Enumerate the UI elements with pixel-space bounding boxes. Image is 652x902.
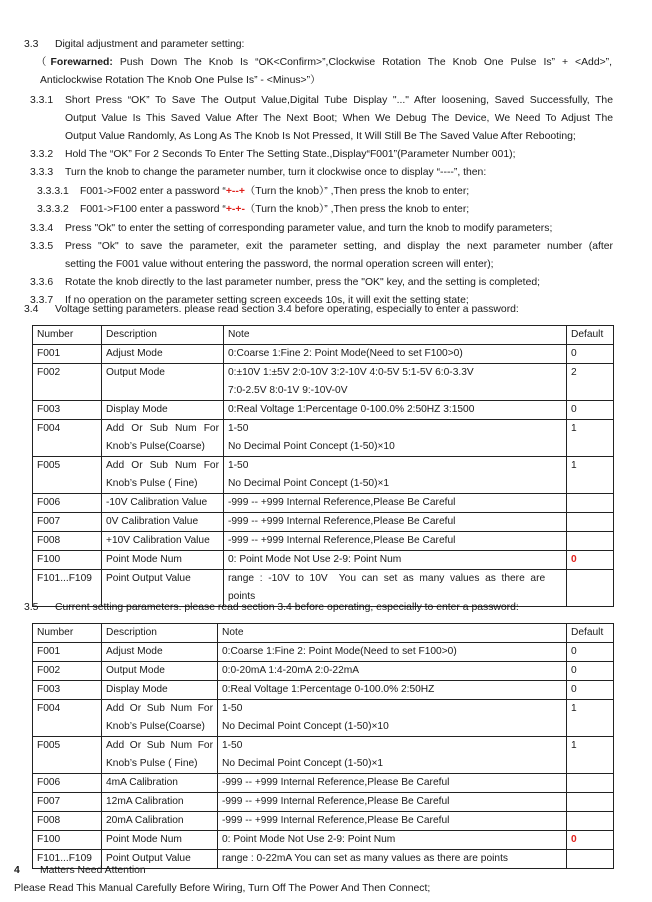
header-note: Note bbox=[218, 624, 567, 643]
item-text: Press "Ok" to enter the setting of corresponding parameter value, and turn the knob to modify parameters; bbox=[65, 223, 553, 234]
cell-description: Output Mode bbox=[102, 364, 224, 401]
cell-default: 1 bbox=[567, 700, 614, 737]
table-row bbox=[33, 681, 614, 700]
item-3-3-3-2 bbox=[37, 201, 469, 219]
note-line-1: 1-50 bbox=[228, 460, 249, 471]
cell-number: F003 bbox=[33, 401, 102, 420]
cell-note: 0:Real Voltage 1:Percentage 0-100.0% 2:50HZ 3:1500 bbox=[224, 401, 567, 420]
cell-description: Point Output Value bbox=[102, 850, 218, 869]
cell-description: Adjust Mode bbox=[102, 643, 218, 662]
cell-description: Point Output Value bbox=[102, 570, 224, 607]
table-row bbox=[33, 812, 614, 831]
section-title: Current setting parameters. please read section 3.4 before operating, especially to enter a password: bbox=[55, 602, 519, 613]
note-line-1: range : -10V to 10V You can set as many values as there are bbox=[228, 573, 546, 584]
cell-number: F006 bbox=[33, 494, 102, 513]
cell-number: F002 bbox=[33, 662, 102, 681]
section-title: Voltage setting parameters. please read section 3.4 before operating, especially to enter a password: bbox=[55, 304, 519, 315]
cell-note: -999 -- +999 Internal Reference,Please Be Careful bbox=[224, 494, 567, 513]
item-number: 3.3.4 bbox=[30, 223, 54, 234]
cell-note: -999 -- +999 Internal Reference,Please Be Careful bbox=[224, 513, 567, 532]
item-3-3-1 bbox=[30, 92, 65, 110]
paren-open: （ bbox=[36, 57, 51, 68]
table-row bbox=[33, 700, 614, 737]
section-title: Digital adjustment and parameter setting: bbox=[55, 39, 245, 50]
cell-number: F008 bbox=[33, 812, 102, 831]
note-line-2: No Decimal Point Concept (1-50)×1 bbox=[228, 478, 390, 489]
section-number: 3.5 bbox=[24, 602, 39, 613]
cell-default bbox=[567, 793, 614, 812]
cell-description: Display Mode bbox=[102, 401, 224, 420]
section-title: Matters Need Attention bbox=[40, 865, 146, 876]
cell-description bbox=[102, 420, 224, 457]
cell-number: F100 bbox=[33, 551, 102, 570]
item-3-3-1-line-2: Output Value Is This Saved Value After The Next Boot; When We Debug The Device, We Need To Adjust The bbox=[65, 113, 613, 124]
item-3-3-5 bbox=[30, 238, 65, 256]
forewarned-label: Forewarned: bbox=[50, 57, 113, 68]
desc-line-2: Knob’s Pulse(Coarse) bbox=[106, 721, 205, 732]
cell-default bbox=[567, 532, 614, 551]
desc-line-1: Add Or Sub Num For bbox=[106, 740, 213, 751]
desc-line-1: Add Or Sub Num For bbox=[106, 460, 219, 471]
header-note: Note bbox=[224, 326, 567, 345]
cell-number: F003 bbox=[33, 681, 102, 700]
note-line-1: 1-50 bbox=[222, 703, 243, 714]
table-row bbox=[33, 401, 614, 420]
cell-description: 20mA Calibration bbox=[102, 812, 218, 831]
note-line-1: 0:±10V 1:±5V 2:0-10V 3:2-10V 4:0-5V 5:1-5V 6:0-3.3V bbox=[228, 367, 474, 378]
table-row bbox=[33, 457, 614, 494]
table-row bbox=[33, 551, 614, 570]
desc-line-2: Knob’s Pulse(Coarse) bbox=[106, 441, 205, 452]
cell-default bbox=[567, 513, 614, 532]
cell-number: F006 bbox=[33, 774, 102, 793]
cell-description bbox=[102, 457, 224, 494]
table-row bbox=[33, 513, 614, 532]
item-prefix: F001->F002 enter a password “ bbox=[80, 186, 226, 197]
item-number: 3.3.6 bbox=[30, 277, 54, 288]
note-line-2: No Decimal Point Concept (1-50)×10 bbox=[228, 441, 395, 452]
cell-note: 0: Point Mode Not Use 2-9: Point Num bbox=[218, 831, 567, 850]
cell-default: 0 bbox=[567, 643, 614, 662]
section-number: 4 bbox=[14, 865, 20, 876]
item-3-3-5-line-2: setting the F001 value without entering the password, the normal operation screen will enter); bbox=[65, 259, 494, 270]
cell-default: 2 bbox=[567, 364, 614, 401]
item-number: 3.3.1 bbox=[30, 95, 54, 106]
cell-number: F002 bbox=[33, 364, 102, 401]
table-row bbox=[33, 831, 614, 850]
item-suffix: （Turn the knob）” ,Then press the knob to enter; bbox=[244, 186, 470, 197]
cell-note: 0:Coarse 1:Fine 2: Point Mode(Need to set F100>0) bbox=[224, 345, 567, 364]
item-3-3-1-line-3: Output Value Randomly, As Long As The Knob Is Not Pressed, It Will Still Be The Saved Value After Rebooting; bbox=[65, 131, 576, 142]
cell-number: F005 bbox=[33, 457, 102, 494]
forewarned-line-2: Anticlockwise Rotation The Knob One Pulse Is” - <Minus>”） bbox=[40, 75, 321, 86]
cell-number: F005 bbox=[33, 737, 102, 774]
cell-description bbox=[102, 737, 218, 774]
header-description: Description bbox=[102, 326, 224, 345]
item-text: If no operation on the parameter setting screen exceeds 10s, it will exit the setting state; bbox=[65, 295, 469, 306]
section-3-5-heading bbox=[24, 599, 519, 617]
table-row bbox=[33, 494, 614, 513]
cell-default: 0 bbox=[567, 345, 614, 364]
cell-number: F007 bbox=[33, 513, 102, 532]
item-3-3-6 bbox=[30, 274, 540, 292]
cell-default: 0 bbox=[567, 401, 614, 420]
cell-note bbox=[218, 737, 567, 774]
cell-note: -999 -- +999 Internal Reference,Please Be Careful bbox=[224, 532, 567, 551]
cell-note: 0:Real Voltage 1:Percentage 0-100.0% 2:50HZ bbox=[218, 681, 567, 700]
table-row bbox=[33, 345, 614, 364]
cell-number: F007 bbox=[33, 793, 102, 812]
item-suffix: （Turn the knob）” ,Then press the knob to enter; bbox=[244, 204, 470, 215]
cell-note: -999 -- +999 Internal Reference,Please Be Careful bbox=[218, 793, 567, 812]
voltage-parameters-table bbox=[32, 325, 614, 607]
cell-note: -999 -- +999 Internal Reference,Please Be Careful bbox=[218, 774, 567, 793]
cell-description bbox=[102, 700, 218, 737]
item-3-3-2 bbox=[30, 146, 515, 164]
section-number: 3.3 bbox=[24, 39, 39, 50]
cell-note: -999 -- +999 Internal Reference,Please Be Careful bbox=[218, 812, 567, 831]
item-text: Hold The “OK” For 2 Seconds To Enter The Setting State.,Display“F001”(Parameter Number 001); bbox=[65, 149, 516, 160]
cell-default: 1 bbox=[567, 420, 614, 457]
cell-note: 0:0-20mA 1:4-20mA 2:0-22mA bbox=[218, 662, 567, 681]
item-number: 3.3.5 bbox=[30, 241, 54, 252]
cell-note: 0:Coarse 1:Fine 2: Point Mode(Need to set F100>0) bbox=[218, 643, 567, 662]
item-text: Turn the knob to change the parameter number, turn it clockwise once to display “----”, then: bbox=[65, 167, 487, 178]
cell-default: 0 bbox=[567, 681, 614, 700]
table-row bbox=[33, 662, 614, 681]
cell-description: Output Mode bbox=[102, 662, 218, 681]
cell-description: -10V Calibration Value bbox=[102, 494, 224, 513]
desc-line-1: Add Or Sub Num For bbox=[106, 703, 213, 714]
cell-number: F001 bbox=[33, 345, 102, 364]
table-header-row bbox=[33, 624, 614, 643]
note-line-2: points bbox=[228, 591, 256, 602]
header-number: Number bbox=[33, 326, 102, 345]
password-text: +-+- bbox=[225, 204, 245, 215]
cell-note bbox=[218, 700, 567, 737]
cell-note: 0: Point Mode Not Use 2-9: Point Num bbox=[224, 551, 567, 570]
note-line-2: No Decimal Point Concept (1-50)×1 bbox=[222, 758, 384, 769]
item-3-3-3 bbox=[30, 164, 486, 182]
header-default: Default bbox=[567, 326, 614, 345]
header-default: Default bbox=[567, 624, 614, 643]
cell-description: 12mA Calibration bbox=[102, 793, 218, 812]
item-3-3-5-line-1: Press "Ok" to save the parameter, exit the parameter setting, and display the next parameter number (after bbox=[65, 241, 613, 252]
desc-line-2: Knob’s Pulse ( Fine) bbox=[106, 758, 198, 769]
cell-default bbox=[567, 850, 614, 869]
table-row bbox=[33, 643, 614, 662]
cell-note: range : 0-22mA You can set as many values as there are points bbox=[218, 850, 567, 869]
cell-description: +10V Calibration Value bbox=[102, 532, 224, 551]
cell-default: 1 bbox=[567, 457, 614, 494]
cell-default bbox=[567, 494, 614, 513]
item-number: 3.3.3 bbox=[30, 167, 54, 178]
cell-note bbox=[224, 420, 567, 457]
item-3-3-1-line-1: Short Press “OK” To Save The Output Value,Digital Tube Display "..." After loosening, Saved Successfully, The bbox=[65, 95, 613, 106]
desc-line-2: Knob’s Pulse ( Fine) bbox=[106, 478, 198, 489]
header-number: Number bbox=[33, 624, 102, 643]
table-row bbox=[33, 532, 614, 551]
cell-number: F004 bbox=[33, 420, 102, 457]
section-3-3-heading bbox=[24, 36, 244, 54]
note-line-1: 1-50 bbox=[228, 423, 249, 434]
cell-number: F100 bbox=[33, 831, 102, 850]
table-row bbox=[33, 774, 614, 793]
forewarned-line-1 bbox=[36, 54, 612, 72]
password-text: +--+ bbox=[225, 186, 245, 197]
cell-description: 0V Calibration Value bbox=[102, 513, 224, 532]
cell-description: Point Mode Num bbox=[102, 551, 224, 570]
cell-default: 1 bbox=[567, 737, 614, 774]
item-number: 3.3.3.2 bbox=[37, 204, 69, 215]
note-line-1: 1-50 bbox=[222, 740, 243, 751]
section-4-heading bbox=[14, 862, 146, 880]
cell-description: Point Mode Num bbox=[102, 831, 218, 850]
table-row bbox=[33, 420, 614, 457]
section-3-4-heading bbox=[24, 301, 519, 319]
desc-line-1: Add Or Sub Num For bbox=[106, 423, 219, 434]
section-number: 3.4 bbox=[24, 304, 39, 315]
table-row bbox=[33, 737, 614, 774]
current-parameters-table bbox=[32, 623, 614, 869]
cell-number: F008 bbox=[33, 532, 102, 551]
table-row bbox=[33, 793, 614, 812]
item-3-3-4 bbox=[30, 220, 552, 238]
note-line-2: No Decimal Point Concept (1-50)×10 bbox=[222, 721, 389, 732]
table-row bbox=[33, 364, 614, 401]
cell-description: 4mA Calibration bbox=[102, 774, 218, 793]
cell-description: Adjust Mode bbox=[102, 345, 224, 364]
cell-note bbox=[224, 457, 567, 494]
cell-default-highlight: 0 bbox=[567, 551, 614, 570]
cell-default bbox=[567, 812, 614, 831]
item-3-3-3-1 bbox=[37, 183, 469, 201]
cell-default bbox=[567, 570, 614, 607]
note-line-2: 7:0-2.5V 8:0-1V 9:-10V-0V bbox=[228, 385, 348, 396]
cell-number: F101...F109 bbox=[33, 570, 102, 607]
section-4-text: Please Read This Manual Carefully Before Wiring, Turn Off The Power And Then Connect; bbox=[14, 883, 431, 894]
cell-number: F001 bbox=[33, 643, 102, 662]
cell-number: F101...F109 bbox=[33, 850, 102, 869]
item-prefix: F001->F100 enter a password “ bbox=[80, 204, 226, 215]
item-number: 3.3.3.1 bbox=[37, 186, 69, 197]
cell-note bbox=[224, 364, 567, 401]
item-number: 3.3.2 bbox=[30, 149, 54, 160]
cell-default-highlight: 0 bbox=[567, 831, 614, 850]
cell-number: F004 bbox=[33, 700, 102, 737]
item-text: Rotate the knob directly to the last parameter number, press the "OK" key, and the setting is completed; bbox=[65, 277, 541, 288]
forewarned-text-1: Push Down The Knob Is “OK<Confirm>”,Clockwise Rotation The Knob One Pulse Is” + <Add>”, bbox=[119, 57, 613, 68]
header-description: Description bbox=[102, 624, 218, 643]
cell-default: 0 bbox=[567, 662, 614, 681]
item-number: 3.3.7 bbox=[30, 295, 54, 306]
cell-default bbox=[567, 774, 614, 793]
cell-description: Display Mode bbox=[102, 681, 218, 700]
table-header-row bbox=[33, 326, 614, 345]
